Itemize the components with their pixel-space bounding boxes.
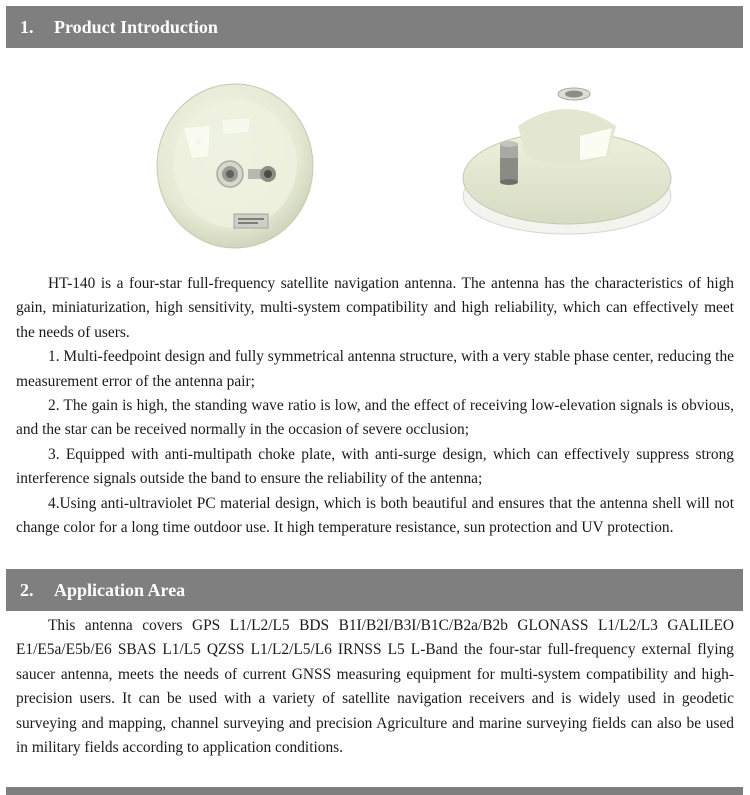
intro-paragraph: HT-140 is a four-star full-frequency satellite navigation antenna. The antenna has the characteristics of high gain, miniaturization, high sensitivity, multi-system compatibility and high reliability, which can effectively meet the needs of users. xyxy=(16,275,734,341)
intro-item-1: 1. Multi-feedpoint design and fully symmetrical antenna structure, with a very stable phase center, reducing the measurement error of the antenna pair; xyxy=(16,348,734,390)
intro-item-3: 3. Equipped with anti-multipath choke plate, with anti-surge design, which can effectively suppress strong interference signals outside the band to ensure the reliability of the antenna; xyxy=(16,445,734,488)
antenna-side-view-icon xyxy=(460,86,675,236)
section-number: 2. xyxy=(20,579,34,600)
application-paragraph: This antenna covers GPS L1/L2/L5 BDS B1I/B2I/B3I/B1C/B2a/B2b GLONASS L1/L2/L3 GALILEO E1/E5a/E5b/E6 SBAS L1/L5 QZSS L1/L2/L5/L6 IRNSS L5 L-Band the four-star full-frequency external flying saucer antenna, meets the needs of current GNSS measuring equipment for multi-system compatibility and high-precision users. It can be used with a variety of satellite navigation receivers and is widely used in geodetic surveying and mapping, channel surveying and precision Agriculture and marine surveying fields can also be used in military fields according to application conditions. xyxy=(16,617,734,757)
intro-item-2: 2. The gain is high, the standing wave ratio is low, and the effect of receiving low-elevation signals is obvious, and the star can be received normally in the occasion of severe occlusion; xyxy=(16,397,734,439)
product-introduction-text xyxy=(16,272,734,540)
intro-item-4: 4.Using anti-ultraviolet PC material design, which is both beautiful and ensures that the antenna shell will not change color for a long time outdoor use. It high temperature resistance, sun protection and UV protection. xyxy=(16,494,734,537)
section-number: 1. xyxy=(20,16,34,37)
antenna-top-view-icon xyxy=(150,76,320,256)
section-title: Product Introduction xyxy=(54,16,218,37)
product-photos xyxy=(0,62,750,262)
section-header-product-introduction xyxy=(6,6,743,48)
application-area-text xyxy=(16,614,734,760)
section-title: Application Area xyxy=(54,579,186,600)
section-header-application-area xyxy=(6,569,743,611)
